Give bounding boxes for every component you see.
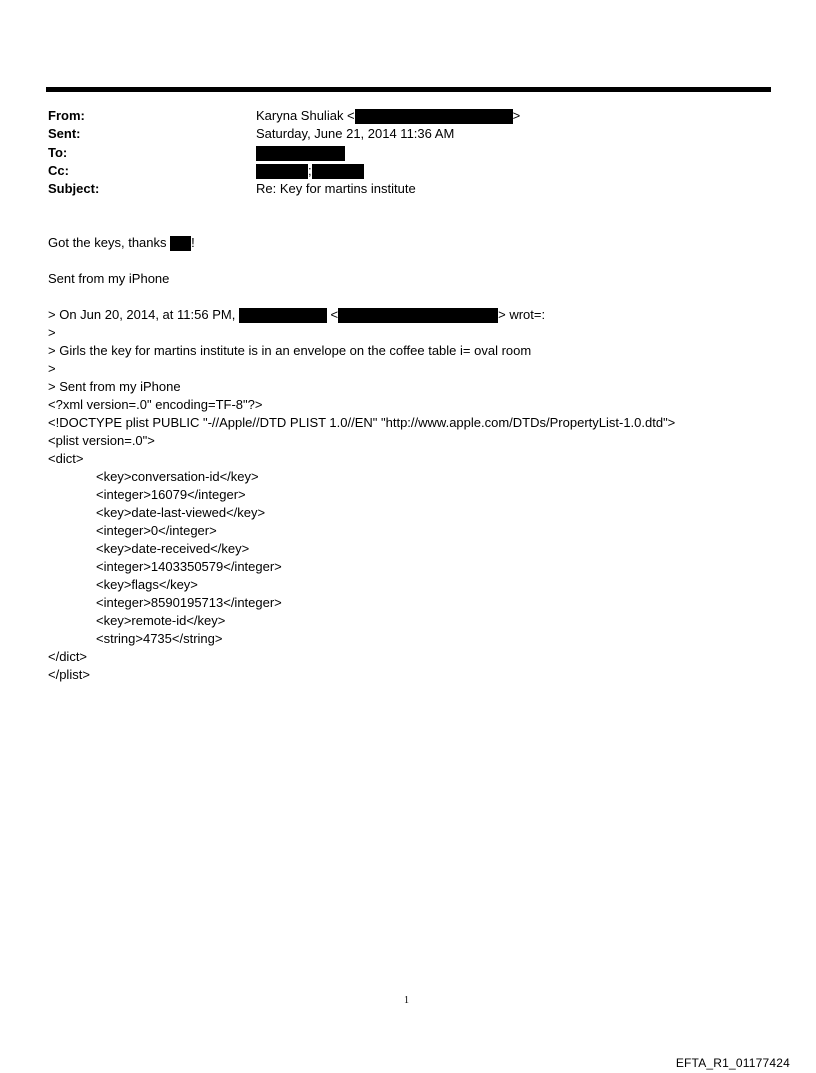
dict-close: </dict> bbox=[48, 649, 88, 664]
reply-text: Got the keys, thanks bbox=[48, 235, 171, 250]
redacted-from-email bbox=[355, 109, 513, 124]
quote-blank-1: > bbox=[48, 325, 56, 340]
page-number: 1 bbox=[404, 995, 409, 1006]
to-label: To: bbox=[48, 145, 68, 160]
sent-label: Sent: bbox=[48, 126, 81, 141]
cc-label: Cc: bbox=[48, 163, 69, 178]
cc-separator: ; bbox=[308, 163, 312, 178]
plist-entry: <integer>1403350579</integer> bbox=[96, 559, 282, 574]
plist-entry: <integer>0</integer> bbox=[96, 523, 217, 538]
quote-intro-end: > wrot=: bbox=[498, 307, 546, 322]
plist-entry: <key>date-last-viewed</key> bbox=[96, 505, 266, 520]
from-label: From: bbox=[48, 108, 85, 123]
reply-line bbox=[48, 234, 195, 252]
redacted-sender-name bbox=[239, 308, 327, 323]
quote-message-line: > Girls the key for martins institute is in an envelope on the coffee table i= oval room bbox=[48, 343, 532, 358]
doctype-line: <!DOCTYPE plist PUBLIC "-//Apple//DTD PLIST 1.0//EN" "http://www.apple.com/DTDs/PropertyList-1.0.dtd"> bbox=[48, 415, 676, 430]
plist-open: <plist version=.0"> bbox=[48, 433, 155, 448]
redacted-cc-recipient-2 bbox=[312, 164, 364, 179]
sent-row bbox=[48, 125, 748, 143]
signature-line: Sent from my iPhone bbox=[48, 271, 170, 286]
redacted-sender-email bbox=[338, 308, 498, 323]
plist-entry: <key>date-received</key> bbox=[96, 541, 250, 556]
to-value bbox=[256, 144, 345, 162]
plist-entry: <key>conversation-id</key> bbox=[96, 469, 259, 484]
sent-value: Saturday, June 21, 2014 11:36 AM bbox=[256, 126, 455, 141]
redacted-cc-recipient-1 bbox=[256, 164, 308, 179]
plist-entry: <string>4735</string> bbox=[96, 631, 223, 646]
header-rule bbox=[46, 87, 771, 92]
from-name: Karyna Shuliak < bbox=[256, 108, 355, 123]
dict-open: <dict> bbox=[48, 451, 84, 466]
from-close: > bbox=[512, 108, 521, 123]
subject-label: Subject: bbox=[48, 181, 100, 196]
xml-declaration: <?xml version=.0" encoding=TF-8"?> bbox=[48, 397, 263, 412]
bates-number: EFTA_R1_01177424 bbox=[675, 1056, 790, 1070]
subject-value: Re: Key for martins institute bbox=[256, 181, 416, 196]
quote-intro-lt: < bbox=[326, 307, 339, 322]
reply-end: ! bbox=[191, 235, 195, 250]
quote-blank-2: > bbox=[48, 361, 56, 376]
from-value bbox=[256, 107, 520, 125]
plist-entry: <integer>8590195713</integer> bbox=[96, 595, 282, 610]
to-row bbox=[48, 144, 748, 162]
plist-close: </plist> bbox=[48, 667, 90, 682]
plist-entry: <integer>16079</integer> bbox=[96, 487, 246, 502]
redacted-to-recipient bbox=[256, 146, 345, 161]
plist-entry: <key>remote-id</key> bbox=[96, 613, 226, 628]
quote-intro-line bbox=[48, 306, 545, 324]
from-row bbox=[48, 107, 748, 125]
quote-signature-line: > Sent from my iPhone bbox=[48, 379, 181, 394]
quote-intro-text: > On Jun 20, 2014, at 11:56 PM, bbox=[48, 307, 239, 322]
cc-row bbox=[48, 162, 748, 180]
subject-row bbox=[48, 180, 748, 198]
cc-value bbox=[256, 162, 364, 180]
redacted-name bbox=[170, 236, 191, 251]
plist-entry: <key>flags</key> bbox=[96, 577, 198, 592]
